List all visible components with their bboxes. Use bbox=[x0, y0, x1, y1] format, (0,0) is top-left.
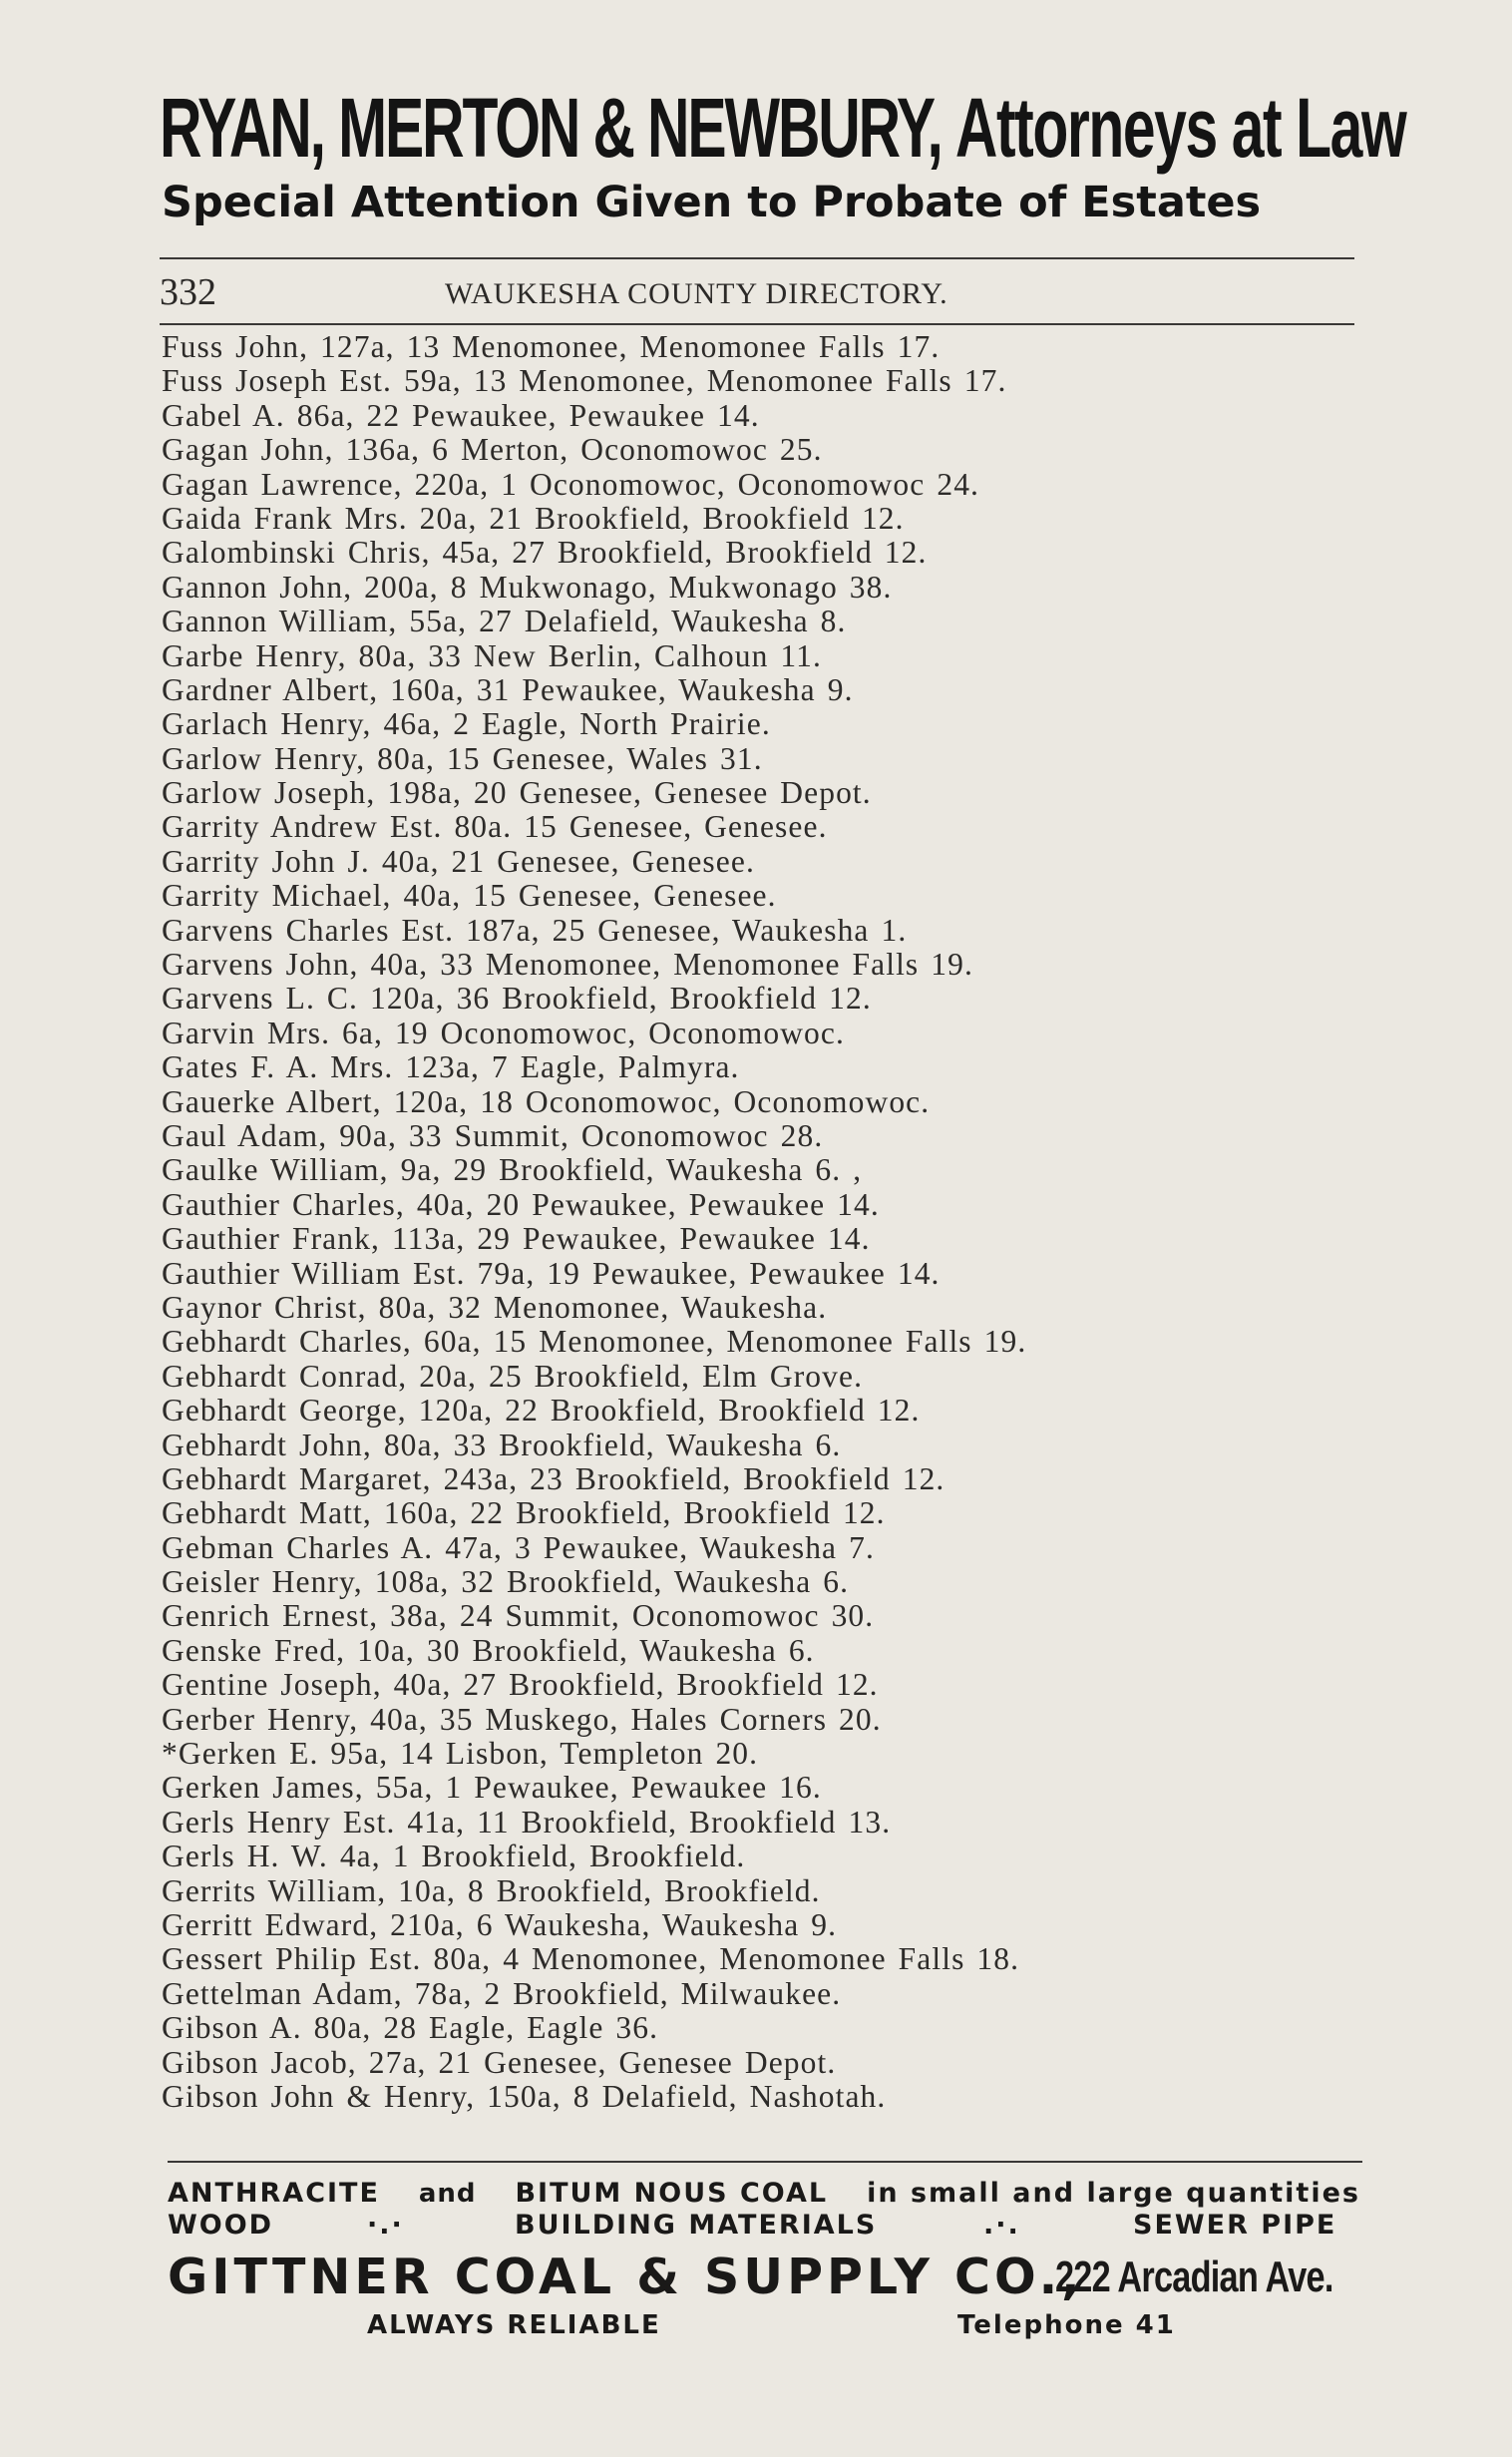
running-title: WAUKESHA COUNTY DIRECTORY. bbox=[445, 277, 948, 310]
directory-entry: Garrity Michael, 40a, 15 Genesee, Genesee. bbox=[162, 878, 777, 914]
directory-entry: Gibson Jacob, 27a, 21 Genesee, Genesee Depot. bbox=[162, 2044, 837, 2080]
directory-entry: Gauerke Albert, 120a, 18 Oconomowoc, Oconomowoc. bbox=[162, 1083, 931, 1119]
directory-entry: Garvens John, 40a, 33 Menomonee, Menomonee Falls 19. bbox=[162, 947, 973, 983]
directory-entry: Gebman Charles A. 47a, 3 Pewaukee, Waukesha 7. bbox=[162, 1529, 875, 1565]
directory-entry: Genrich Ernest, 38a, 24 Summit, Oconomowoc 30. bbox=[162, 1598, 875, 1634]
directory-entry: Gebhardt Conrad, 20a, 25 Brookfield, Elm Grove. bbox=[162, 1358, 864, 1394]
directory-entry: Garlow Joseph, 198a, 20 Genesee, Genesee Depot. bbox=[162, 775, 872, 811]
bottom-divider bbox=[168, 2161, 1362, 2163]
directory-entry: Gebhardt John, 80a, 33 Brookfield, Waukesha 6. bbox=[162, 1427, 842, 1462]
bituminous-coal-text: BITUM NOUS COAL bbox=[515, 2178, 829, 2209]
directory-entry: Gardner Albert, 160a, 31 Pewaukee, Waukesha 9. bbox=[162, 671, 854, 707]
directory-entry: Geisler Henry, 108a, 32 Brookfield, Waukesha 6. bbox=[162, 1564, 850, 1600]
directory-entry: Gaynor Christ, 80a, 32 Menomonee, Waukesha. bbox=[162, 1289, 828, 1325]
directory-entry: Fuss John, 127a, 13 Menomonee, Menomonee Falls 17. bbox=[162, 329, 941, 364]
directory-entry: Gibson A. 80a, 28 Eagle, Eagle 36. bbox=[162, 2010, 659, 2046]
directory-entry: Gannon John, 200a, 8 Mukwonago, Mukwonago 38. bbox=[162, 569, 893, 605]
directory-entry: Gauthier William Est. 79a, 19 Pewaukee, Pewaukee 14. bbox=[162, 1255, 941, 1291]
directory-entry: Gibson John & Henry, 150a, 8 Delafield, Nashotah. bbox=[162, 2078, 887, 2114]
directory-entry: Gagan Lawrence, 220a, 1 Oconomowoc, Oconomowoc 24. bbox=[162, 466, 980, 502]
directory-entry: Gerls Henry Est. 41a, 11 Brookfield, Brookfield 13. bbox=[162, 1804, 892, 1840]
directory-entry: Gates F. A. Mrs. 123a, 7 Eagle, Palmyra. bbox=[162, 1049, 740, 1085]
directory-entry: Gebhardt Charles, 60a, 15 Menomonee, Menomonee Falls 19. bbox=[162, 1324, 1027, 1360]
directory-entry: Gauthier Charles, 40a, 20 Pewaukee, Pewaukee 14. bbox=[162, 1186, 880, 1222]
directory-entry: *Gerken E. 95a, 14 Lisbon, Templeton 20. bbox=[162, 1736, 759, 1772]
telephone-text: Telephone 41 bbox=[957, 2310, 1176, 2340]
directory-entry: Gannon William, 55a, 27 Delafield, Waukesha 8. bbox=[162, 604, 847, 639]
directory-entry: Gerken James, 55a, 1 Pewaukee, Pewaukee 16. bbox=[162, 1770, 822, 1806]
page-header bbox=[160, 267, 1354, 317]
directory-entry: Gaida Frank Mrs. 20a, 21 Brookfield, Brookfield 12. bbox=[162, 500, 905, 536]
probate-tagline: Special Attention Given to Probate of Estates bbox=[162, 178, 1262, 227]
directory-entry: Gerrits William, 10a, 8 Brookfield, Brookfield. bbox=[162, 1872, 821, 1908]
company-address: 222 Arcadian Ave. bbox=[1055, 2252, 1333, 2301]
directory-entry: Gessert Philip Est. 80a, 4 Menomonee, Menomonee Falls 18. bbox=[162, 1941, 1020, 1977]
wood-text: WOOD bbox=[168, 2210, 274, 2241]
directory-entry: Garrity Andrew Est. 80a. 15 Genesee, Genesee. bbox=[162, 809, 828, 845]
directory-entry: Galombinski Chris, 45a, 27 Brookfield, Brookfield 12. bbox=[162, 535, 928, 571]
coal-ad-line-1 bbox=[168, 2177, 1360, 2211]
slogan-text: ALWAYS RELIABLE bbox=[367, 2310, 661, 2340]
attorneys-ad-heading bbox=[160, 78, 1406, 178]
directory-entry: Garvens Charles Est. 187a, 25 Genesee, Waukesha 1. bbox=[162, 912, 908, 948]
directory-entry: Gebhardt George, 120a, 22 Brookfield, Brookfield 12. bbox=[162, 1393, 921, 1429]
directory-entry: Gerls H. W. 4a, 1 Brookfield, Brookfield. bbox=[162, 1839, 746, 1874]
directory-entry: Gerber Henry, 40a, 35 Muskego, Hales Corners 20. bbox=[162, 1701, 882, 1737]
directory-entry: Fuss Joseph Est. 59a, 13 Menomonee, Menomonee Falls 17. bbox=[162, 363, 1007, 399]
and-text: and bbox=[418, 2179, 477, 2209]
top-divider bbox=[160, 257, 1354, 259]
coal-ad-line-3 bbox=[168, 2247, 1360, 2319]
directory-entry: Genske Fred, 10a, 30 Brookfield, Waukesha 6. bbox=[162, 1632, 815, 1668]
directory-entries bbox=[162, 330, 1026, 2114]
directory-entry: Garrity John J. 40a, 21 Genesee, Genesee. bbox=[162, 843, 755, 879]
separator-dots: ∙.∙ bbox=[367, 2210, 404, 2241]
sewer-pipe-text: SEWER PIPE bbox=[1133, 2210, 1337, 2241]
separator-dots: .∙. bbox=[983, 2210, 1020, 2241]
directory-entry: Garlach Henry, 46a, 2 Eagle, North Prairie. bbox=[162, 706, 771, 742]
directory-entry: Gauthier Frank, 113a, 29 Pewaukee, Pewaukee 14. bbox=[162, 1221, 871, 1257]
directory-entry: Gettelman Adam, 78a, 2 Brookfield, Milwaukee. bbox=[162, 1975, 842, 2011]
building-materials-text: BUILDING MATERIALS bbox=[515, 2210, 878, 2241]
company-name: GITTNER COAL & SUPPLY CO., bbox=[168, 2249, 1084, 2305]
directory-entry: Garvens L. C. 120a, 36 Brookfield, Brookfield 12. bbox=[162, 981, 872, 1017]
directory-entry: Garbe Henry, 80a, 33 New Berlin, Calhoun 11. bbox=[162, 637, 822, 673]
directory-entry: Gagan John, 136a, 6 Merton, Oconomowoc 25. bbox=[162, 432, 823, 468]
header-divider bbox=[160, 323, 1354, 325]
directory-entry: Gentine Joseph, 40a, 27 Brookfield, Brookfield 12. bbox=[162, 1667, 879, 1703]
directory-entry: Gebhardt Margaret, 243a, 23 Brookfield, Brookfield 12. bbox=[162, 1460, 945, 1496]
directory-entry: Gerritt Edward, 210a, 6 Waukesha, Waukesha 9. bbox=[162, 1906, 838, 1942]
directory-entry: Gaul Adam, 90a, 33 Summit, Oconomowoc 28. bbox=[162, 1117, 824, 1153]
directory-entry: Gaulke William, 9a, 29 Brookfield, Waukesha 6. , bbox=[162, 1152, 863, 1188]
directory-entry: Gebhardt Matt, 160a, 22 Brookfield, Brookfield 12. bbox=[162, 1495, 886, 1531]
quantities-text: in small and large quantities bbox=[867, 2178, 1360, 2209]
directory-entry: Gabel A. 86a, 22 Pewaukee, Pewaukee 14. bbox=[162, 397, 760, 433]
page-number: 332 bbox=[160, 271, 216, 313]
attorneys-at-law: Attorneys at Law bbox=[954, 81, 1406, 175]
anthracite-text: ANTHRACITE bbox=[168, 2178, 380, 2209]
law-firm-name: RYAN, MERTON & NEWBURY, bbox=[160, 81, 942, 175]
directory-entry: Garlow Henry, 80a, 15 Genesee, Wales 31. bbox=[162, 740, 763, 776]
directory-entry: Garvin Mrs. 6a, 19 Oconomowoc, Oconomowoc. bbox=[162, 1015, 845, 1050]
